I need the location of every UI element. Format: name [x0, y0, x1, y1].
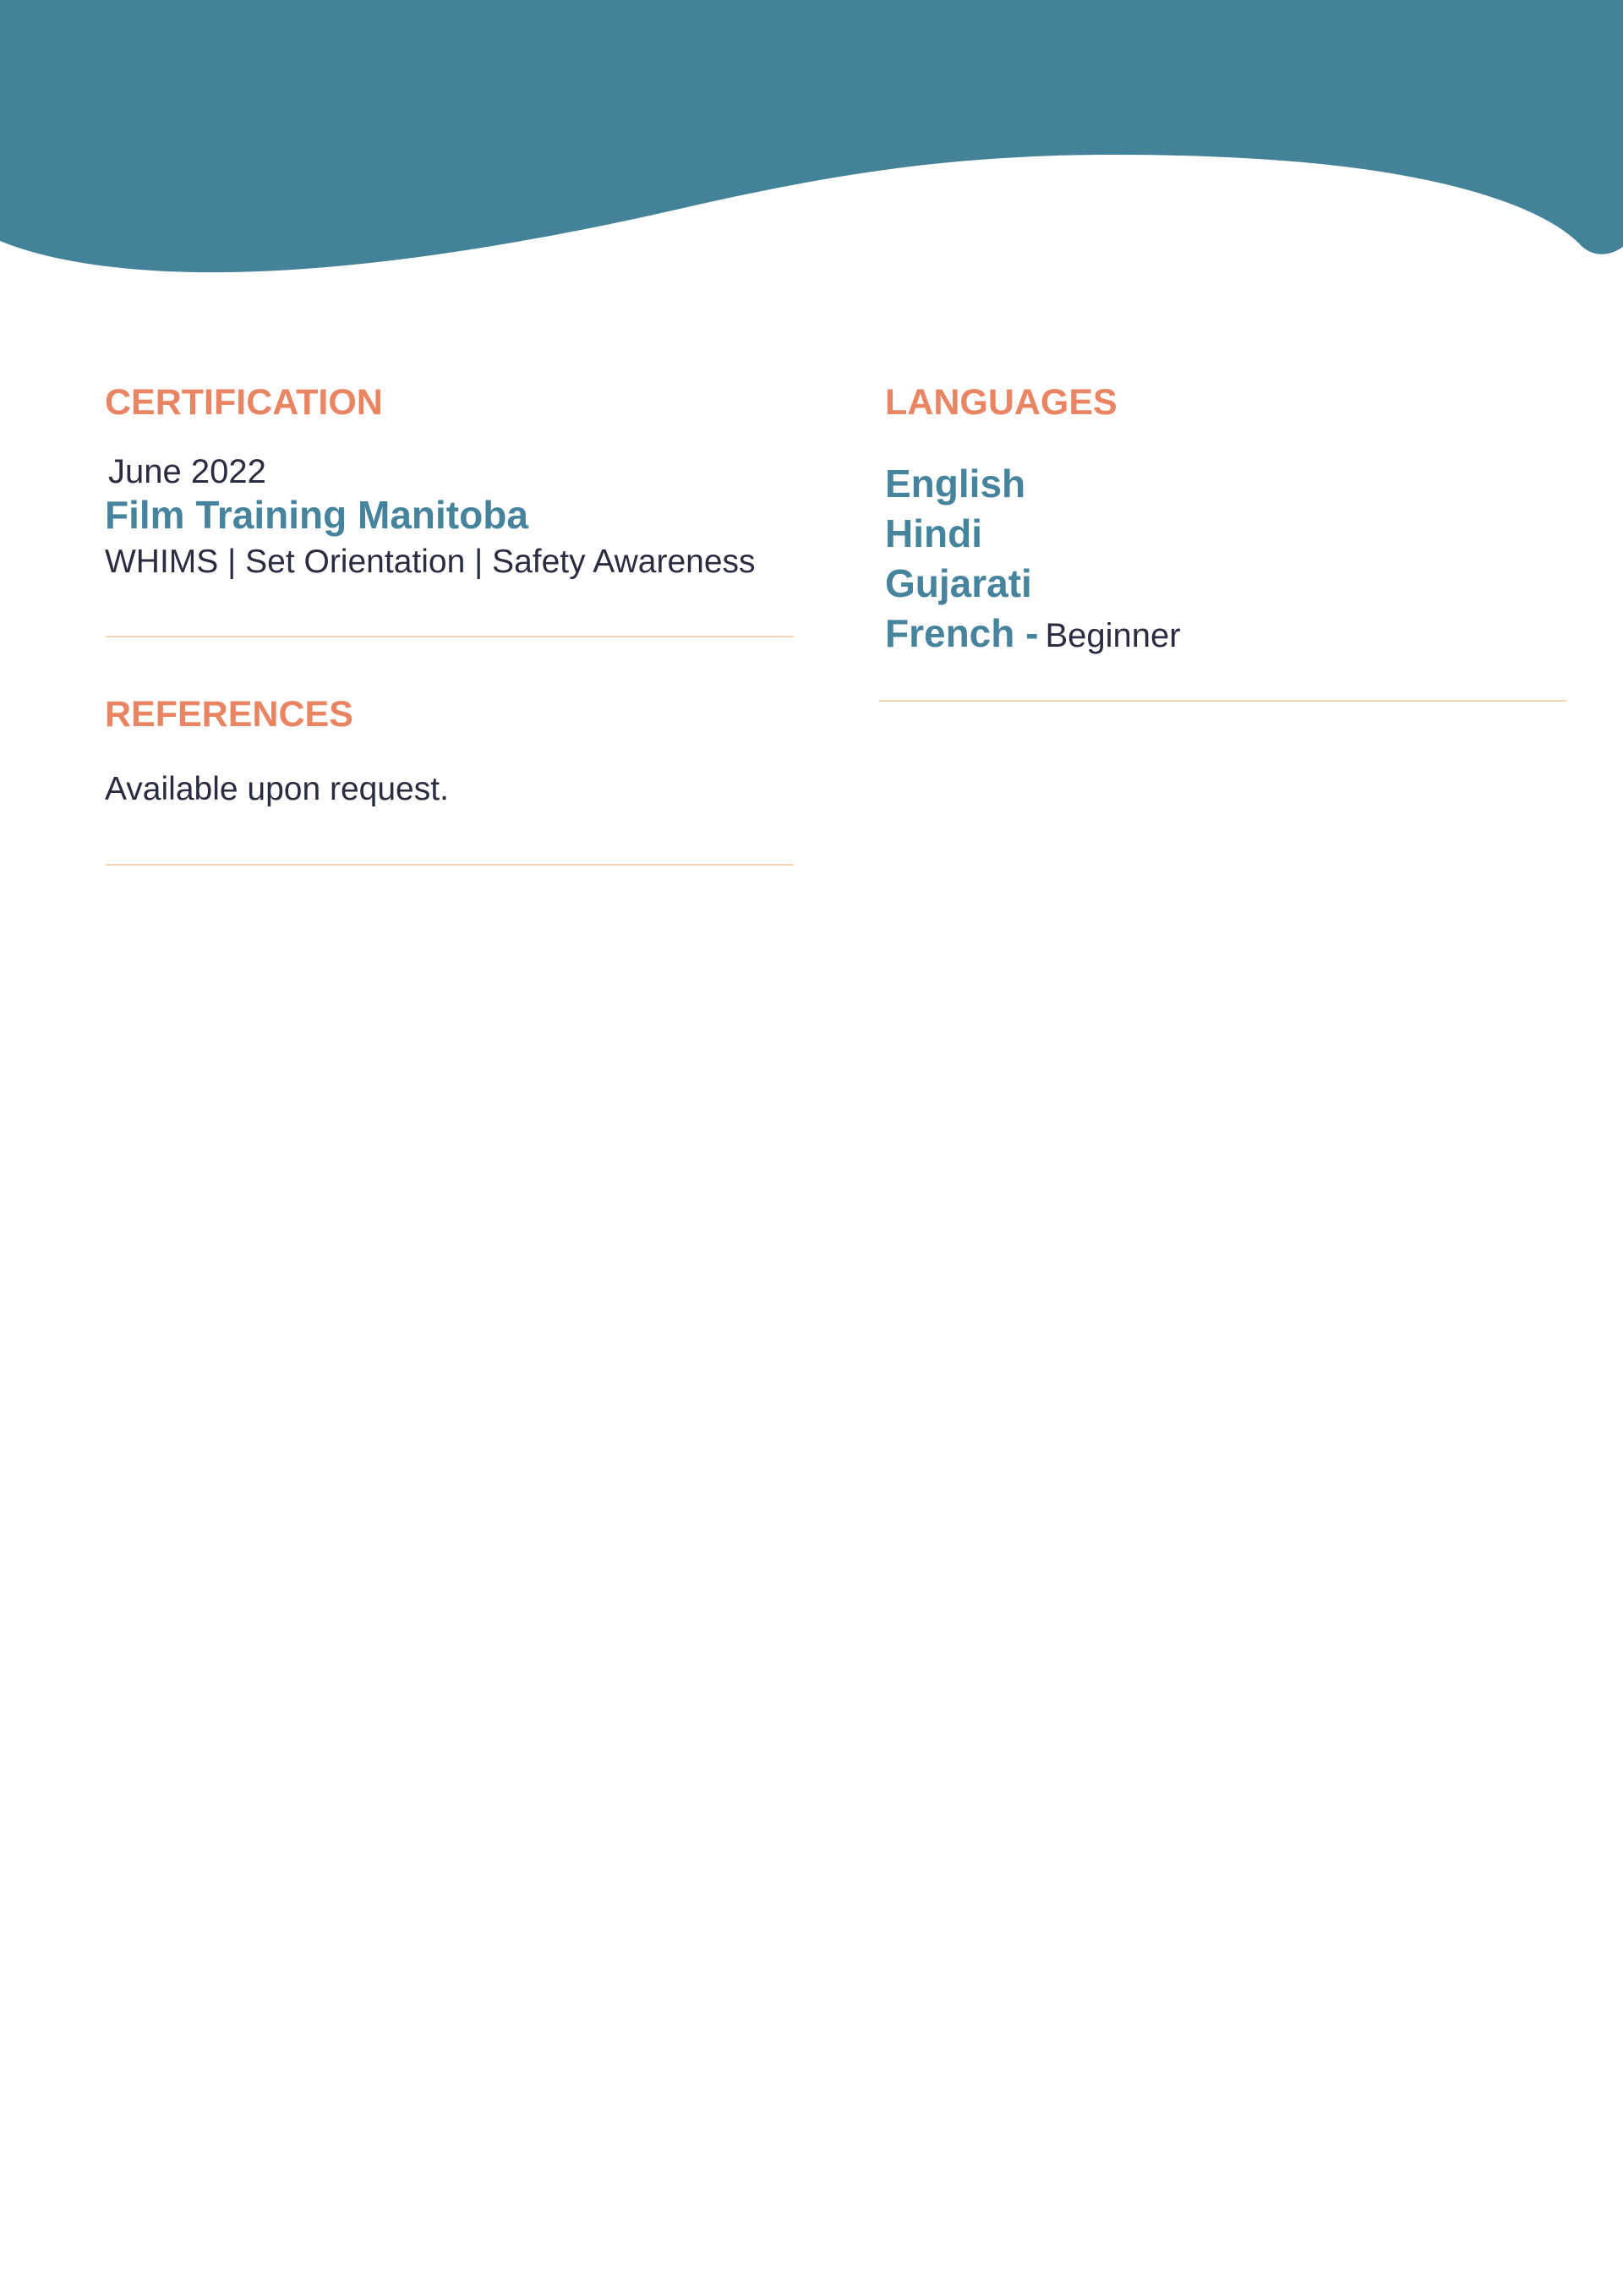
certification-organization: Film Training Manitoba: [105, 493, 528, 537]
language-level: Beginner: [1045, 617, 1181, 654]
language-name: English: [885, 462, 1026, 506]
language-name: French -: [885, 611, 1039, 655]
references-heading: REFERENCES: [105, 694, 353, 735]
language-name: Hindi: [885, 511, 982, 555]
certification-details: WHIMS | Set Orientation | Safety Awareness: [105, 544, 756, 580]
certification-divider: [106, 636, 794, 637]
languages-heading: LANGUAGES: [885, 382, 1118, 423]
language-name: Gujarati: [885, 561, 1032, 605]
references-divider: [106, 864, 794, 866]
language-item: [885, 559, 1181, 609]
references-text: Available upon request.: [105, 771, 449, 807]
language-item: [885, 509, 1181, 559]
certification-date: June 2022: [108, 453, 266, 490]
languages-divider: [879, 700, 1566, 702]
language-item: [885, 609, 1181, 659]
language-list: [885, 459, 1181, 659]
certification-heading: CERTIFICATION: [105, 382, 383, 423]
header-wave: [0, 0, 1623, 279]
language-item: [885, 459, 1181, 509]
